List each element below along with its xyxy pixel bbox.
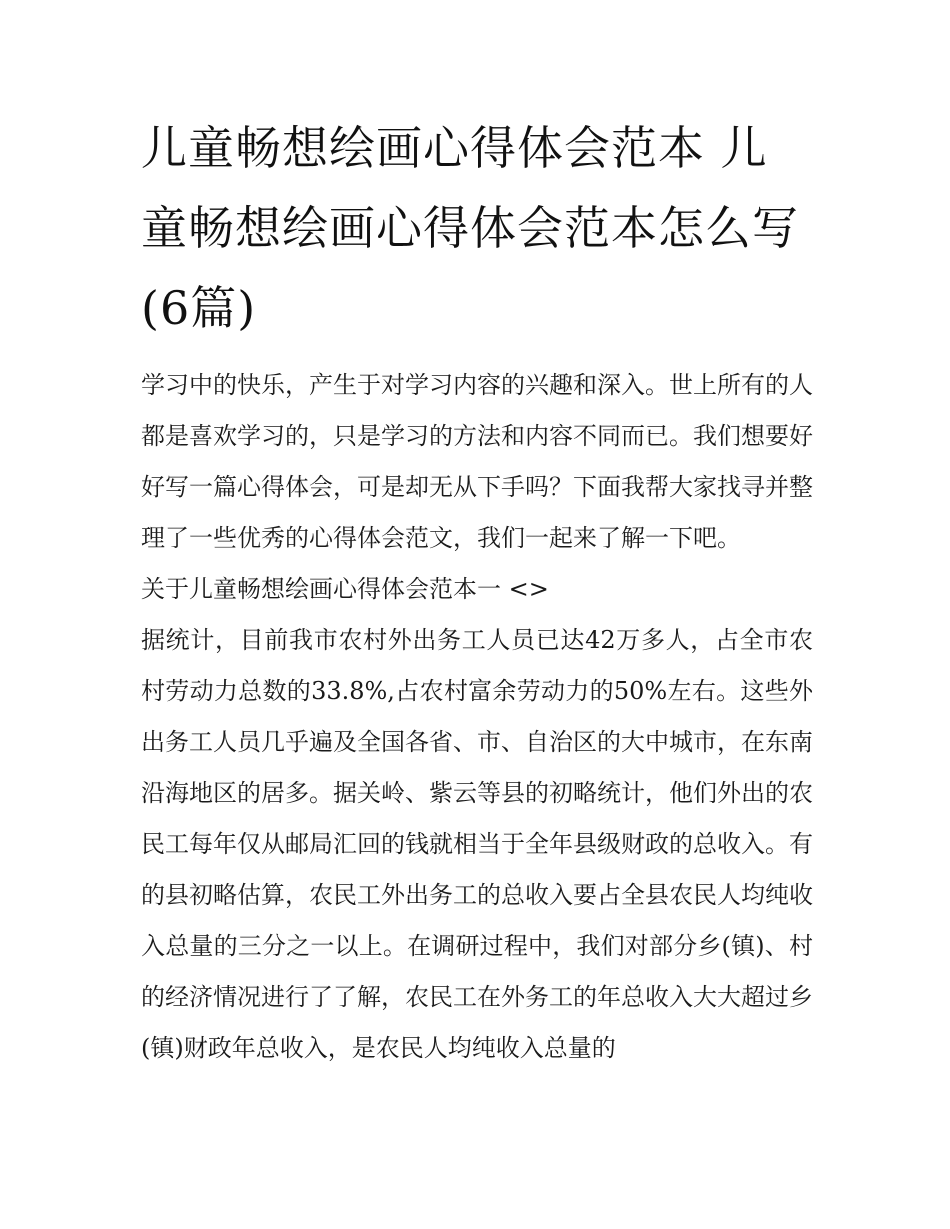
section-heading: 关于儿童畅想绘画心得体会范本一 <> (141, 575, 549, 603)
body-paragraph: 据统计，目前我市农村外出务工人员已达42万多人，占全市农村劳动力总数的33.8%,占农村富余劳动力的50%左右。这些外出务工人员几乎遍及全国各省、市、自治区的大中城市，在东南沿海地区的居多。据关岭、紫云等县的初略统计，他们外出的农民工每年仅从邮局汇回的钱就相当于全年县级财政的总收入。有的县初略估算，农民工外出务工的总收入要占全县农民人均纯收入总量的三分之一以上。在调研过程中，我们对部分乡(镇)、村的经济情况进行了了解，农民工在外务工的年总收入大大超过乡(镇)财政年总收入，是农民人均纯收入总量的 (141, 626, 813, 1062)
intro-paragraph: 学习中的快乐，产生于对学习内容的兴趣和深入。世上所有的人都是喜欢学习的，只是学习的方法和内容不同而已。我们想要好好写一篇心得体会，可是却无从下手吗？下面我帮大家找寻并整理了一些优秀的心得体会范文，我们一起来了解一下吧。 (141, 371, 813, 552)
document-content (141, 108, 813, 1074)
document-title: 儿童畅想绘画心得体会范本 儿童畅想绘画心得体会范本怎么写(6篇) (141, 121, 799, 335)
